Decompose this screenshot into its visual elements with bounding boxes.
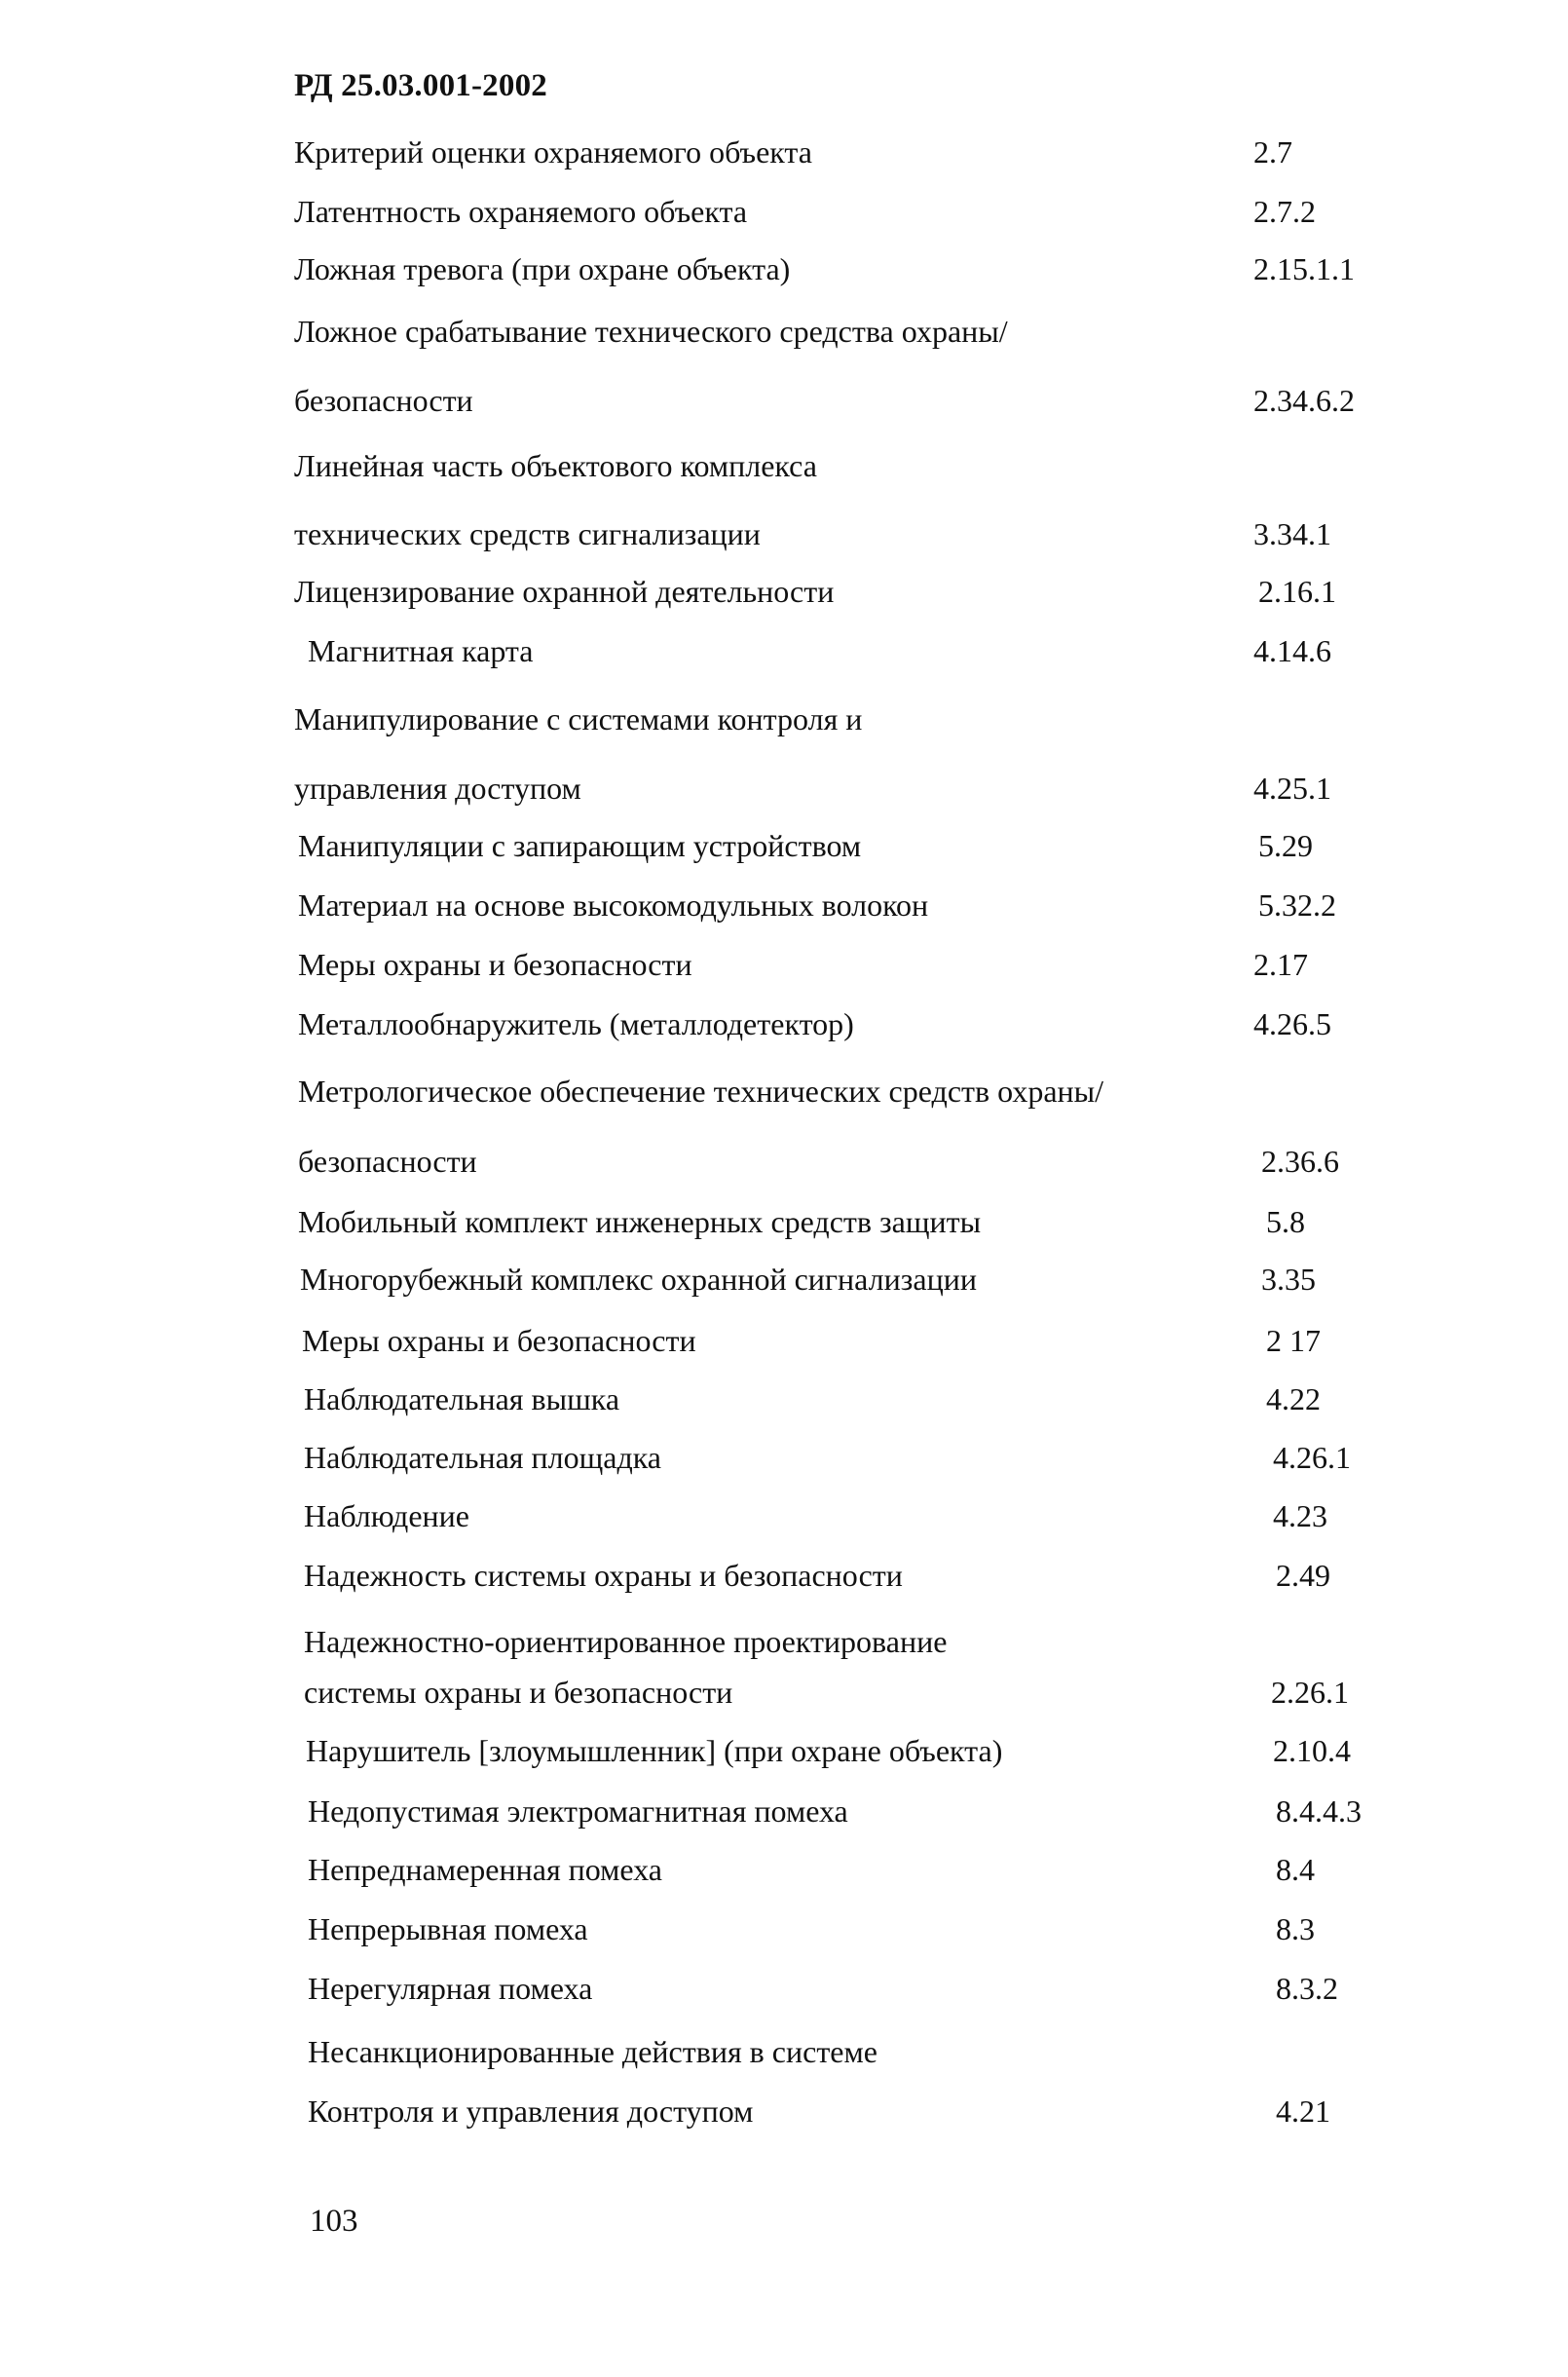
index-reference-number: 8.3.2 xyxy=(1276,1971,1338,2006)
index-term-line: системы охраны и безопасности xyxy=(304,1675,733,1710)
index-reference-number: 2.7.2 xyxy=(1253,194,1316,229)
index-entries xyxy=(294,0,1385,2377)
index-term-line: Наблюдательная вышка xyxy=(304,1381,620,1416)
index-term-line: Манипуляции с запирающим устройством xyxy=(298,828,862,863)
index-reference-number: 8.4 xyxy=(1276,1852,1315,1887)
index-reference-number: 4.22 xyxy=(1266,1381,1321,1416)
index-reference-number: 4.26.1 xyxy=(1273,1440,1351,1475)
index-term-line: Контроля и управления доступом xyxy=(308,2094,754,2129)
index-reference-number: 8.4.4.3 xyxy=(1276,1793,1362,1829)
index-term-line: Металлообнаружитель (металлодетектор) xyxy=(298,1006,854,1041)
index-term-line: Ложная тревога (при охране объекта) xyxy=(294,251,791,286)
index-reference-number: 2.49 xyxy=(1276,1558,1330,1593)
page-number: 103 xyxy=(310,2204,358,2239)
index-reference-number: 4.26.5 xyxy=(1253,1006,1331,1041)
index-reference-number: 2.7 xyxy=(1253,134,1292,170)
index-term-line: Манипулирование с системами контроля и xyxy=(294,701,863,736)
index-term-line: Недопустимая электромагнитная помеха xyxy=(308,1793,848,1829)
index-term-line: Критерий оценки охраняемого объекта xyxy=(294,134,812,170)
index-term-line: Наблюдательная площадка xyxy=(304,1440,661,1475)
index-reference-number: 2.26.1 xyxy=(1271,1675,1349,1710)
index-term-line: Нарушитель [злоумышленник] (при охране объекта) xyxy=(306,1733,1003,1768)
index-reference-number: 2.16.1 xyxy=(1258,574,1336,609)
index-term-line: Многорубежный комплекс охранной сигнализации xyxy=(300,1262,977,1297)
index-term-line: Магнитная карта xyxy=(308,633,534,668)
index-reference-number: 2.10.4 xyxy=(1273,1733,1351,1768)
index-reference-number: 2.36.6 xyxy=(1261,1144,1339,1179)
index-term-line: управления доступом xyxy=(294,771,581,806)
index-reference-number: 5.8 xyxy=(1266,1204,1305,1239)
index-reference-number: 3.34.1 xyxy=(1253,516,1331,551)
index-term-line: Ложное срабатывание технического средства охраны/ xyxy=(294,314,1008,349)
index-term-line: Меры охраны и безопасности xyxy=(298,947,692,982)
index-term-line: Лицензирование охранной деятельности xyxy=(294,574,835,609)
index-term-line: Несанкционированные действия в системе xyxy=(308,2034,877,2069)
index-term-line: технических средств сигнализации xyxy=(294,516,761,551)
index-term-line: Непреднамеренная помеха xyxy=(308,1852,662,1887)
index-term-line: безопасности xyxy=(298,1144,477,1179)
index-reference-number: 4.25.1 xyxy=(1253,771,1331,806)
index-term-line: безопасности xyxy=(294,383,473,418)
index-reference-number: 4.21 xyxy=(1276,2094,1330,2129)
index-term-line: Меры охраны и безопасности xyxy=(302,1323,696,1358)
index-term-line: Надежностно-ориентированное проектирование xyxy=(304,1624,948,1659)
index-reference-number: 2.34.6.2 xyxy=(1253,383,1355,418)
index-reference-number: 2 17 xyxy=(1266,1323,1321,1358)
index-reference-number: 2.17 xyxy=(1253,947,1308,982)
index-reference-number: 4.14.6 xyxy=(1253,633,1331,668)
index-reference-number: 2.15.1.1 xyxy=(1253,251,1355,286)
index-reference-number: 5.29 xyxy=(1258,828,1313,863)
index-reference-number: 5.32.2 xyxy=(1258,887,1336,923)
index-reference-number: 4.23 xyxy=(1273,1498,1327,1533)
document-code-header: РД 25.03.001-2002 xyxy=(294,68,547,103)
index-term-line: Латентность охраняемого объекта xyxy=(294,194,748,229)
index-term-line: Мобильный комплект инженерных средств защиты xyxy=(298,1204,982,1239)
index-term-line: Нерегулярная помеха xyxy=(308,1971,593,2006)
index-term-line: Метрологическое обеспечение технических средств охраны/ xyxy=(298,1074,1104,1109)
index-term-line: Надежность системы охраны и безопасности xyxy=(304,1558,903,1593)
index-term-line: Линейная часть объектового комплекса xyxy=(294,448,817,483)
index-reference-number: 3.35 xyxy=(1261,1262,1316,1297)
index-term-line: Непрерывная помеха xyxy=(308,1911,588,1946)
index-term-line: Наблюдение xyxy=(304,1498,469,1533)
index-reference-number: 8.3 xyxy=(1276,1911,1315,1946)
index-term-line: Материал на основе высокомодульных волокон xyxy=(298,887,929,923)
